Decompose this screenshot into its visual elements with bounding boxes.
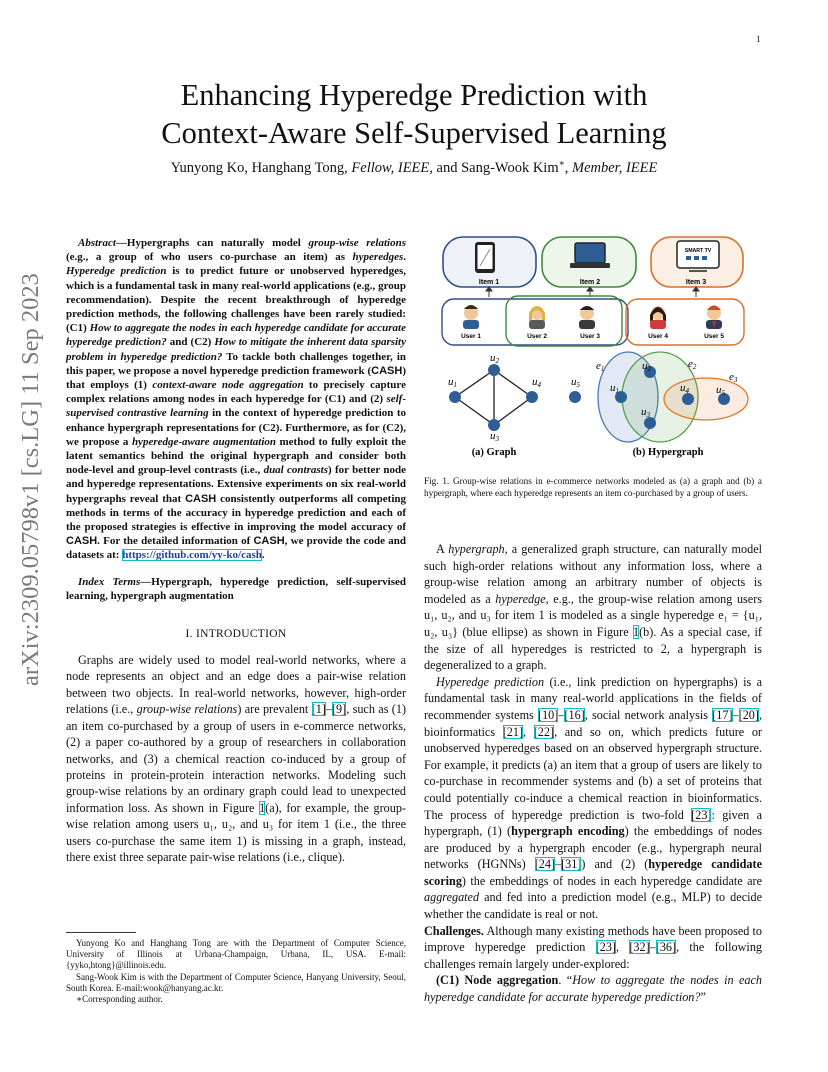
citation-link[interactable]: [10] [538, 707, 559, 722]
cash-name: CASH [185, 492, 217, 505]
subfig-label-a: (a) Graph [471, 447, 517, 458]
citation-link[interactable]: [21] [502, 724, 524, 739]
footnote-2: Sang-Wook Kim is with the Department of Computer Science, Hanyang University, Seoul, South Korea. E-mail:wook@hanyang.ac.kr. [66, 971, 406, 993]
abstract-text: method to fully exploit the latent semantics behind the original hypergraph and consider both node-level and group-level contrasts (i.e., [66, 435, 406, 477]
user-label-1: User 1 [461, 333, 481, 340]
body-emph: Hyperedge prediction [436, 674, 545, 689]
paper-title [0, 76, 828, 152]
footnote-rule [66, 932, 136, 933]
user-avatar-icon [650, 306, 666, 329]
node-label-u4: u4 [680, 382, 689, 395]
body-emph: How to aggregate the nodes in each hyperedge candidate for accurate hyperedge prediction? [424, 973, 762, 1005]
abstract-text: ) for better node and hyperedge representations. Extensive experiments on six real-world hypergraphs reveal that [66, 464, 406, 505]
citation-link[interactable]: [16] [564, 707, 585, 722]
body-bold: hypergraph encoding [511, 824, 625, 839]
body-text: – [649, 940, 656, 955]
abstract-emph: How to mitigate the inherent data sparsity problem in hyperedge prediction? [66, 336, 407, 363]
authors-part-1: Yunyong Ko, Hanghang Tong, [170, 159, 352, 176]
abstract-emph: hyperedges [352, 251, 404, 264]
body-emph: group-wise relations [136, 702, 238, 717]
node-label-u1: u1 [610, 382, 619, 395]
abstract-emph: group-wise relations [308, 237, 406, 249]
abstract-text: consistently outperforms all competing methods in terms of the accuracy in hyperedge prediction and each of the proposed strategies is effective in improving the model accuracy of [66, 492, 406, 534]
body-text: (a), for example, the group-wise relation among users u₁, u₂, and u₃ for item 1 (i.e., the three users co-purchase the same item 1) is missing in a graph, instead, there exist three separate pair-wise relations (i.e., clique). [66, 800, 406, 864]
intro-paragraph [66, 652, 406, 865]
body-bold: hyperedge candidate scoring [424, 857, 762, 888]
cash-name: CASH [371, 364, 403, 377]
authors-part-2: and Sang-Wook Kim [432, 159, 559, 176]
author-list [0, 158, 828, 177]
abstract-text: . [261, 549, 265, 562]
body-paragraph [424, 541, 762, 674]
node-label-u3: u3 [641, 406, 650, 419]
page-number: 1 [756, 34, 761, 44]
graph-a [455, 370, 532, 425]
abstract-text: , we provide the code and datasets at: [66, 535, 406, 562]
body-text: – [732, 707, 739, 722]
node-label-u5: u5 [571, 376, 580, 389]
hyperedge-label-e2: e2 [688, 358, 697, 371]
arxiv-stamp-text: arXiv:2309.05798v1 [cs.LG] 11 Sep 2023 [17, 273, 44, 686]
user-avatar-icon [463, 305, 479, 329]
body-text: ) and (2) ( [581, 857, 649, 872]
body-paragraph [424, 923, 762, 973]
user-group-3 [626, 299, 744, 345]
figure-ref-link[interactable]: 1 [633, 624, 640, 639]
user-group-2 [506, 296, 622, 346]
tv-label: SMART TV [684, 248, 712, 254]
citation-link[interactable]: [9] [331, 702, 347, 717]
node-label-u5: u5 [716, 384, 725, 397]
abstract-text: to precisely capture complex relations among nodes in each hyperedge for (C1) and (2) [66, 379, 406, 406]
abstract-label: Abstract [78, 237, 116, 249]
body-text: , [523, 724, 534, 739]
user-avatar-icon [529, 306, 545, 329]
hyperedge-e3 [664, 378, 748, 420]
graph-node [449, 391, 461, 403]
body-text: , [616, 940, 630, 955]
abstract-emph: context-aware node aggregation [152, 379, 304, 392]
phone-icon [475, 242, 495, 273]
body-text: . “ [558, 973, 573, 988]
citation-link[interactable]: [23] [691, 807, 712, 822]
citation-link[interactable]: [24] [534, 857, 556, 872]
tv-icon [677, 241, 719, 271]
body-paragraph [424, 972, 762, 1005]
cash-name: CASH [66, 535, 98, 548]
body-text: Graphs are widely used to model real-world networks, where a node represents an object and an edge does a pair-wise relation between two objects. In real-world networks, however, high-order relations (i.e., [66, 653, 406, 717]
body-emph: hyperedge [495, 591, 546, 606]
body-text: ) the embeddings of nodes in each hyperedge candidate are [461, 873, 762, 888]
title-line-1: Enhancing Hyperedge Prediction with [180, 78, 648, 112]
body-text: , a generalized graph structure, can naturally model such high-order relations without any information loss, where a group-wise relation among an arbitrary number of objects is modeled as a [424, 542, 762, 606]
graph-node [488, 364, 500, 376]
index-terms [66, 575, 406, 603]
node-label-u1: u1 [448, 376, 457, 389]
footnotes [66, 938, 406, 1005]
node-label-u4: u4 [532, 376, 541, 389]
citation-link[interactable]: [20] [738, 707, 759, 722]
abstract-emph: Hyperedge prediction [66, 265, 167, 278]
index-terms-label: Index Terms [78, 575, 141, 588]
figure-1 [424, 233, 762, 465]
graph-node [526, 391, 538, 403]
abstract-emph: How to aggregate the nodes in each hyperedge candidate for accurate hyperedge prediction? [66, 322, 406, 349]
abstract-text: ) that employs (1) [66, 364, 406, 392]
member-title: Member, IEEE [571, 159, 658, 176]
body-text: – [558, 707, 565, 722]
abstract-text: —Hypergraphs can naturally model [115, 237, 309, 249]
abstract-text: is to predict future or unobserved hyperedges, which is a fundamental task in many real-world applications (e.g., group recommendation). Despite the recent breakthrough of hyperedge prediction methods, the following challenges have been rarely studied: (C1) [66, 265, 407, 335]
body-text: : given a hypergraph, (1) ( [424, 807, 762, 839]
body-text: Although many existing methods have been proposed to improve hyperedge prediction [424, 923, 762, 955]
abstract-text: . [403, 251, 406, 264]
corresponding-mark: ∗ [558, 158, 565, 168]
body-text: – [325, 702, 332, 717]
left-column [66, 236, 406, 865]
abstract-text: To tackle both challenges together, in this paper, we propose a novel hyperedge prediction framework ( [66, 350, 406, 377]
body-text: , such as (1) an item co-purchased by a group of users in e-commerce networks, (2) a paper co-authored by a group of researchers in collaboration networks, and (3) a chemical reaction co-induced by a group of proteins in protein-protein interaction networks. Modeling such group-wise relations by an ordinary graph could lead to unexpected information loss. As shown in Figure [66, 702, 406, 815]
hyperedge-label-e3: e3 [729, 371, 738, 384]
citation-link[interactable]: [22] [533, 724, 555, 739]
user-label-5: User 5 [704, 333, 724, 340]
body-text: , and so on, which predicts future or unobserved hyperedges based on an observed hypergraph structure. For example, it predicts (a) an item that a group of users are likely to co-purchase in recommender systems and (b) a set of proteins that could potentially co-induce a chemical reaction in bioinformatics. The process of hyperedge prediction is two-fold [424, 724, 762, 822]
paragraph-heading: (C1) Node aggregation [436, 973, 559, 988]
index-terms-text: —Hypergraph, hyperedge prediction, self-supervised learning, hypergraph augmentation [66, 575, 406, 602]
body-text: , the following challenges remain largely under-explored: [424, 940, 763, 971]
body-text: ) are prevalent [237, 702, 312, 717]
body-emph: aggregated [424, 890, 480, 905]
abstract-emph: hyperedge-aware augmentation [131, 435, 276, 448]
abstract-text: and (C2) [166, 336, 215, 349]
code-link[interactable]: https://github.com/yy-ko/cash [122, 549, 262, 562]
abstract-text: (e.g., a group of who users co-purchase an item) as [66, 251, 353, 264]
graph-node [569, 391, 581, 403]
abstract [66, 236, 406, 563]
right-column [424, 541, 762, 1006]
node-label-u2: u2 [490, 352, 499, 365]
fellow-title: Fellow, IEEE, [351, 159, 433, 176]
item-label-3: Item 3 [685, 279, 707, 286]
body-text: , e.g., the group-wise relation among users u₁, u₂, and u₃ for item 1 is modeled as a single hyperedge e₁ = {u₁, u₂, u₃} (blue ellipse) as shown in Figure [424, 591, 762, 639]
footnote-1: Yunyong Ko and Hanghang Tong are with the Department of Computer Science, University of Illinois at Urbana-Champaign, Urbana, IL, USA. E-mail: {yyko,htong}@illinois.edu. [66, 938, 406, 971]
citation-link[interactable]: [36] [655, 940, 677, 955]
body-text: (b). As a special case, if the size of all hyperedges is restricted to 2, a hypergraph is degeneralized to a graph. [424, 624, 762, 673]
citation-link[interactable]: [17] [712, 707, 733, 722]
footnote-3: ∗Corresponding author. [76, 994, 163, 1005]
citation-link[interactable]: [23] [595, 940, 616, 955]
hyperedge-label-e1: e1 [596, 360, 605, 373]
node-label-u2: u2 [642, 360, 651, 373]
body-text: and fed into a prediction model (e.g., MLP) to decide whether the candidate is real or not. [424, 890, 762, 922]
user-label-4: User 4 [648, 333, 668, 340]
abstract-emph: dual contrasts [263, 464, 329, 477]
body-text: – [555, 857, 562, 872]
item-label-1: Item 1 [478, 279, 500, 286]
section-heading-introduction: I. INTRODUCTION [185, 628, 287, 641]
abstract-text: . For the detailed information of [97, 535, 254, 548]
laptop-icon [570, 243, 610, 268]
citation-link[interactable]: [1] [311, 702, 326, 717]
user-label-2: User 2 [527, 333, 547, 340]
abstract-emph: self-supervised contrastive learning [66, 393, 406, 420]
authors-separator: , [564, 159, 572, 176]
arxiv-stamp [14, 273, 48, 686]
figure-ref-link[interactable]: 1 [259, 800, 266, 815]
body-text: A [436, 542, 449, 556]
body-text: ) the embeddings of nodes are produced by a hypergraph encoder (e.g., hypergraph neural networks (HGNNs) [424, 824, 762, 872]
user-avatar-icon [706, 306, 722, 330]
body-paragraph [424, 674, 762, 923]
title-line-2: Context-Aware Self-Supervised Learning [161, 116, 667, 150]
subfig-label-b: (b) Hypergraph [632, 447, 704, 458]
citation-link[interactable]: [32] [629, 940, 650, 955]
body-text: , social network analysis [584, 707, 713, 722]
cash-name: CASH [253, 535, 285, 548]
user-avatar-icon [579, 306, 595, 329]
body-text: ” [700, 990, 706, 1005]
body-text: (i.e., link prediction on hypergraphs) is a fundamental task in many real-world applications in the fields of recommender systems [424, 674, 763, 722]
citation-link[interactable]: [31] [561, 857, 582, 872]
figure-caption: Fig. 1. Group-wise relations in e-commerce networks modeled as (a) a graph and (b) a hypergraph, where each hyperedge represents an item co-purchased by a group of users. [424, 476, 762, 498]
body-text: , bioinformatics [424, 707, 762, 739]
abstract-text: in the context of hyperedge prediction to enhance hypergraph representations for (C2). Furthermore, as for (C2), we propose a [66, 407, 406, 448]
paragraph-heading: Challenges. [424, 923, 484, 938]
node-label-u3: u3 [490, 430, 499, 443]
user-label-3: User 3 [580, 333, 600, 340]
item-label-2: Item 2 [579, 279, 601, 286]
body-emph: hypergraph [448, 542, 505, 556]
